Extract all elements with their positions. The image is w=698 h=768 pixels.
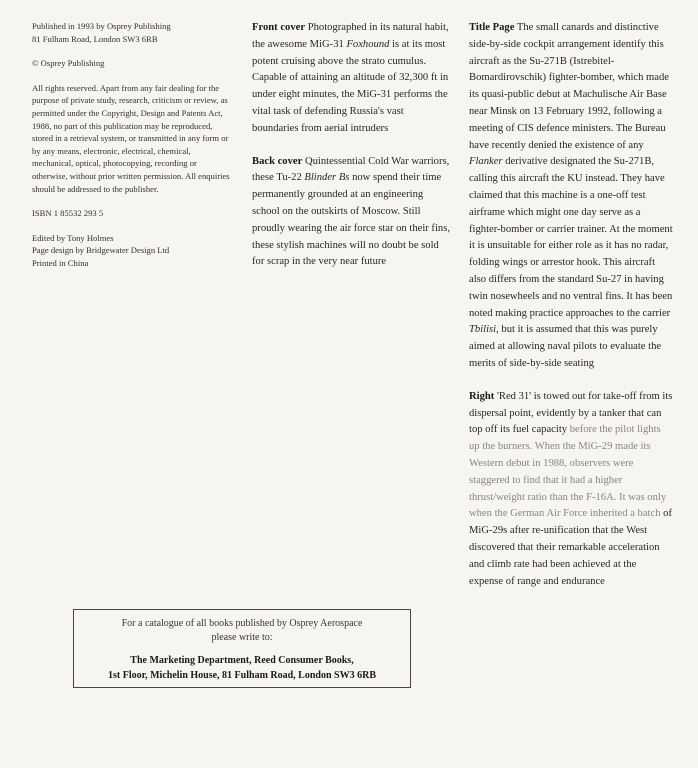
front-cover-label: Front cover bbox=[252, 22, 306, 33]
front-cover-caption: Front cover Photographed in its natural habit, the awesome MiG-31 Foxhound is at its most potent cruising above the strato cumulus. Capable of attaining an altitude of 32,300 ft in under eight minutes, the MiG-31 performs the vital task of defending Russia's vast boundaries from aerial intruders bbox=[252, 22, 449, 134]
photo-captions-column bbox=[469, 20, 673, 606]
published-line: Published in 1993 by Osprey Publishing bbox=[32, 21, 171, 31]
right-caption: Right 'Red 31' is towed out for take-off from its dispersal point, evidently by a tanker that can top off its fuel capacity before the pilot lights up the burners. When the MiG-29 made its Western debut in 1988, observers were staggered to find that it had a higher thrust/weight ratio than the F-16A. It was only when the German Air Force inherited a batch of MiG-29s after re-unification that the West discovered that their remarkable acceleration and climb rate had been achieved at the expense of range and endurance bbox=[469, 390, 673, 587]
back-cover-caption: Back cover Quintessential Cold War warriors, these Tu-22 Blinder Bs now spend their time permanently grounded at an engineering school on the outskirts of Moscow. Still proudly wearing the air force star on their fins, these stylish machines will no doubt be sold for scrap in the very near future bbox=[252, 155, 450, 268]
publisher-info bbox=[32, 20, 232, 45]
printed-line: Printed in China bbox=[32, 257, 89, 268]
right-label: Right bbox=[469, 390, 495, 402]
back-cover-label: Back cover bbox=[252, 155, 303, 167]
publisher-address: 81 Fulham Road, London SW3 6RB bbox=[32, 33, 158, 44]
rights-notice: All rights reserved. Apart from any fair dealing for the purpose of private study, research, criticism or review, as permitted under the Copyright, Design and Patents Act, 1988, no part of this publication may be reproduced, stored in a retrieval system, or transmitted in any form or by any means, electronic, electrical, chemical, mechanical, optical, photocopying, recording or otherwise, without prior written permission. All enquiries should be addressed to the publisher. bbox=[32, 82, 230, 194]
catalogue-address: The Marketing Department, Reed Consumer Books, 1st Floor, Michelin House, 81 Fulham Road, London SW3 6RB bbox=[107, 655, 376, 681]
title-page-label: Title Page bbox=[469, 22, 515, 33]
title-page-caption: Title Page The small canards and distinctive side-by-side cockpit arrangement identify this aircraft as the Su-271B (Istrebitel-Bomardirovschik) fighter-bomber, which made its quasi-public debut at Machulische Air Base near Minsk on 13 February 1992, following a meeting of CIS defence ministers. The Bureau have recently denied the existence of any Flanker derivative designated the Su-271B, calling this aircraft the KU instead. They have claimed that this machine is a one-off test airframe which might one day serve as a fighter-bomber or carrier trainer. At the moment it is unsuitable for either role as it has no radar, folding wings or arrestor hook. This aircraft also differs from the standard Su-27 in having twin nosewheels and no ventral fins. It has been noted making practice approaches to the carrier Tbilisi, but it is assumed that this was purely aimed at allowing naval pilots to evaluate the merits of side-by-side seating bbox=[469, 22, 673, 369]
copyright-line: © Osprey Publishing bbox=[32, 58, 105, 69]
editor-credit: Edited by Tony Holmes bbox=[32, 232, 114, 243]
faded-text: before the pilot lights up the burners. When the MiG-29 made its Western debut in 1988, observers were staggered to find that it had a higher thrust/weight ratio than the F-16A. It was only when the German Air Force inherited a batch bbox=[469, 424, 667, 520]
cover-captions-column bbox=[252, 20, 452, 287]
catalogue-intro: For a catalogue of all books published by Osprey Aerospace please write to: bbox=[121, 618, 363, 643]
design-credit: Page design by Bridgewater Design Ltd bbox=[32, 245, 170, 256]
catalogue-notice-box bbox=[73, 609, 411, 688]
isbn-line: ISBN 1 85532 293 5 bbox=[32, 208, 104, 219]
credits bbox=[32, 232, 232, 270]
imprint-column bbox=[32, 20, 232, 270]
